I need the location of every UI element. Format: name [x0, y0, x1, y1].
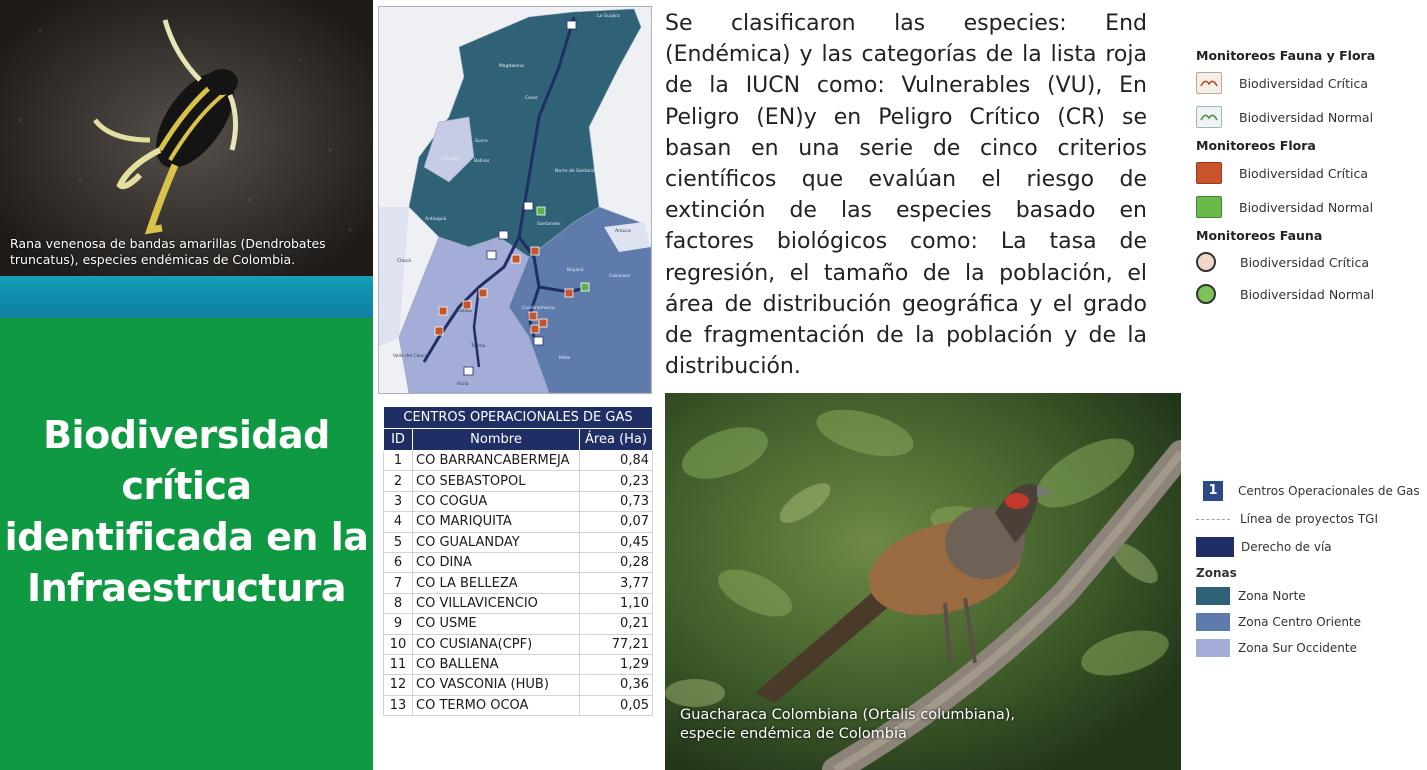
table-row: [384, 451, 653, 471]
bird-caption-line: Guacharaca Colombiana (Ortalis columbiana),: [680, 707, 1015, 723]
table-row: [384, 552, 653, 572]
map-label: Norte de Santander: [555, 169, 600, 174]
row-area: 0,45: [580, 532, 653, 552]
row-area: 0,73: [580, 491, 653, 511]
row-id: 3: [384, 491, 413, 511]
page-title: [0, 410, 373, 614]
row-name: CO GUALANDAY: [413, 532, 580, 552]
row-area: 1,10: [580, 593, 653, 613]
legend-label: Línea de proyectos TGI: [1240, 512, 1378, 526]
legend-item: [1196, 192, 1421, 222]
row-name: CO BARRANCABERMEJA: [413, 451, 580, 471]
map-label: Meta: [559, 356, 571, 361]
title-line: crítica: [121, 464, 252, 508]
centros-badge-icon: 1: [1203, 481, 1223, 501]
row-area: 0,23: [580, 471, 653, 491]
teal-band: [0, 276, 373, 318]
table-row: [384, 593, 653, 613]
zone-south-west-swatch: [1196, 639, 1230, 657]
row-id: 4: [384, 512, 413, 532]
legend-label: Biodiversidad Normal: [1240, 286, 1375, 302]
row-id: 9: [384, 614, 413, 634]
legend-heading: Monitoreos Fauna y Flora: [1196, 48, 1376, 63]
map-label: Tolima: [471, 344, 486, 349]
fauna-flora-critical-icon: [1196, 72, 1222, 94]
map-label: Chocó: [397, 259, 411, 264]
fauna-flora-normal-icon: [1196, 106, 1222, 128]
monitoring-legend: [1196, 48, 1421, 308]
legend-label: Biodiversidad Crítica: [1239, 165, 1369, 181]
legend-item: [1196, 508, 1424, 530]
row-name: CO SEBASTOPOL: [413, 471, 580, 491]
map-label: Cesar: [525, 96, 538, 101]
zone-north-swatch: [1196, 587, 1230, 605]
table-row: [384, 614, 653, 634]
zone-center-east-swatch: [1196, 613, 1230, 631]
legend-item: [1196, 480, 1424, 502]
row-id: 8: [384, 593, 413, 613]
legend-item: [1196, 102, 1421, 132]
row-id: 2: [384, 471, 413, 491]
legend-label: Biodiversidad Normal: [1239, 109, 1374, 125]
row-id: 7: [384, 573, 413, 593]
row-id: 5: [384, 532, 413, 552]
bird-caption: [680, 706, 1100, 744]
map-svg: [379, 7, 651, 393]
map-label: La Guajira: [597, 14, 620, 19]
row-name: CO BALLENA: [413, 654, 580, 674]
legend-label: Zona Centro Oriente: [1238, 615, 1362, 629]
map-label: Bolívar: [474, 159, 490, 164]
map-label: Magdalena: [499, 64, 524, 69]
map-label: Huila: [457, 382, 469, 387]
table-row: [384, 695, 653, 715]
row-area: 3,77: [580, 573, 653, 593]
fauna-critical-icon: [1196, 252, 1216, 272]
legend-heading: Zonas: [1196, 566, 1237, 580]
map-legend: [1196, 480, 1424, 658]
legend-label: Derecho de vía: [1241, 540, 1332, 554]
row-area: 0,05: [580, 695, 653, 715]
legend-item: [1196, 612, 1424, 632]
table-row: [384, 532, 653, 552]
title-line: Biodiversidad: [43, 413, 330, 457]
row-name: CO USME: [413, 614, 580, 634]
row-area: 0,84: [580, 451, 653, 471]
gas-centers-table: [383, 406, 653, 716]
row-id: 11: [384, 654, 413, 674]
legend-item: [1196, 638, 1424, 658]
fauna-normal-icon: [1196, 284, 1216, 304]
legend-item: [1196, 280, 1421, 308]
legend-label: Zona Sur Occidente: [1238, 641, 1357, 655]
table-row: [384, 512, 653, 532]
row-area: 0,36: [580, 675, 653, 695]
map-label: Boyacá: [567, 268, 584, 273]
row-id: 6: [384, 552, 413, 572]
frog-photo: [0, 0, 373, 276]
legend-label: Biodiversidad Crítica: [1240, 254, 1370, 270]
row-area: 1,29: [580, 654, 653, 674]
frog-illustration: [0, 0, 373, 276]
map-label: Cundinamarca: [522, 306, 555, 311]
map-label: Casanare: [609, 274, 631, 279]
legend-item: [1196, 586, 1424, 606]
pipeline-line-icon: [1196, 519, 1230, 520]
column-header: Área (Ha): [580, 429, 653, 451]
map-label: Arauca: [615, 229, 631, 234]
table-row: [384, 573, 653, 593]
map-label: Santander: [537, 222, 561, 227]
title-line: Infraestructura: [26, 566, 347, 610]
legend-label: Biodiversidad Crítica: [1239, 75, 1369, 91]
row-name: CO MARIQUITA: [413, 512, 580, 532]
legend-item: [1196, 248, 1421, 276]
column-header: ID: [384, 429, 413, 451]
description-paragraph: Se clasificaron las especies: End (Endémica) y las categorías de la lista roja de la IUCN como: Vulnerables (VU), En Peligro (EN)y en Peligro Crítico (CR) se basan en una serie de cinco criterios científicos que evalúan el riesgo de extinción de las especies basado en factores biológicos como: La tasa de regresión, el tamaño de la población, el área de distribución geográfica y el grado de fragmentación de la población y de la distribución.: [665, 11, 1147, 380]
map-label: Sucre: [475, 139, 488, 144]
map-label: Caldas: [457, 309, 473, 314]
legend-label: Zona Norte: [1238, 589, 1306, 603]
legend-heading: Monitoreos Flora: [1196, 138, 1316, 153]
legend-label: Centros Operacionales de Gas: [1238, 484, 1420, 498]
table-row: [384, 491, 653, 511]
legend-item: [1196, 536, 1424, 558]
row-id: 13: [384, 695, 413, 715]
column-header: Nombre: [413, 429, 580, 451]
row-name: CO TERMO OCOA: [413, 695, 580, 715]
row-id: 1: [384, 451, 413, 471]
row-area: 0,21: [580, 614, 653, 634]
map-label: Valle del Cauca: [393, 354, 428, 359]
flora-normal-icon: [1196, 196, 1222, 218]
colombia-map: [378, 6, 652, 394]
table-row: [384, 634, 653, 654]
row-area: 0,07: [580, 512, 653, 532]
title-line: identificada en la: [4, 515, 369, 559]
map-label: Antioquia: [425, 217, 447, 222]
frog-caption: Rana venenosa de bandas amarillas (Dendrobates truncatus), especies endémicas de Colombia.: [10, 236, 326, 267]
row-name: CO LA BELLEZA: [413, 573, 580, 593]
table-row: [384, 675, 653, 695]
row-name: CO COGUA: [413, 491, 580, 511]
table-body: [384, 451, 653, 716]
row-name: CO VILLAVICENCIO: [413, 593, 580, 613]
legend-heading: Monitoreos Fauna: [1196, 228, 1323, 243]
map-label: Córdoba: [441, 157, 460, 162]
table-title: CENTROS OPERACIONALES DE GAS: [384, 407, 653, 429]
row-id: 12: [384, 675, 413, 695]
table-row: [384, 471, 653, 491]
right-of-way-swatch: [1196, 537, 1234, 557]
legend-item: [1196, 68, 1421, 98]
legend-item: [1196, 158, 1421, 188]
row-id: 10: [384, 634, 413, 654]
row-name: CO CUSIANA(CPF): [413, 634, 580, 654]
row-area: 77,21: [580, 634, 653, 654]
row-name: CO VASCONIA (HUB): [413, 675, 580, 695]
table-row: [384, 654, 653, 674]
row-area: 0,28: [580, 552, 653, 572]
legend-label: Biodiversidad Normal: [1239, 199, 1374, 215]
flora-critical-icon: [1196, 162, 1222, 184]
bird-caption-line: especie endémica de Colombia: [680, 726, 907, 742]
row-name: CO DINA: [413, 552, 580, 572]
